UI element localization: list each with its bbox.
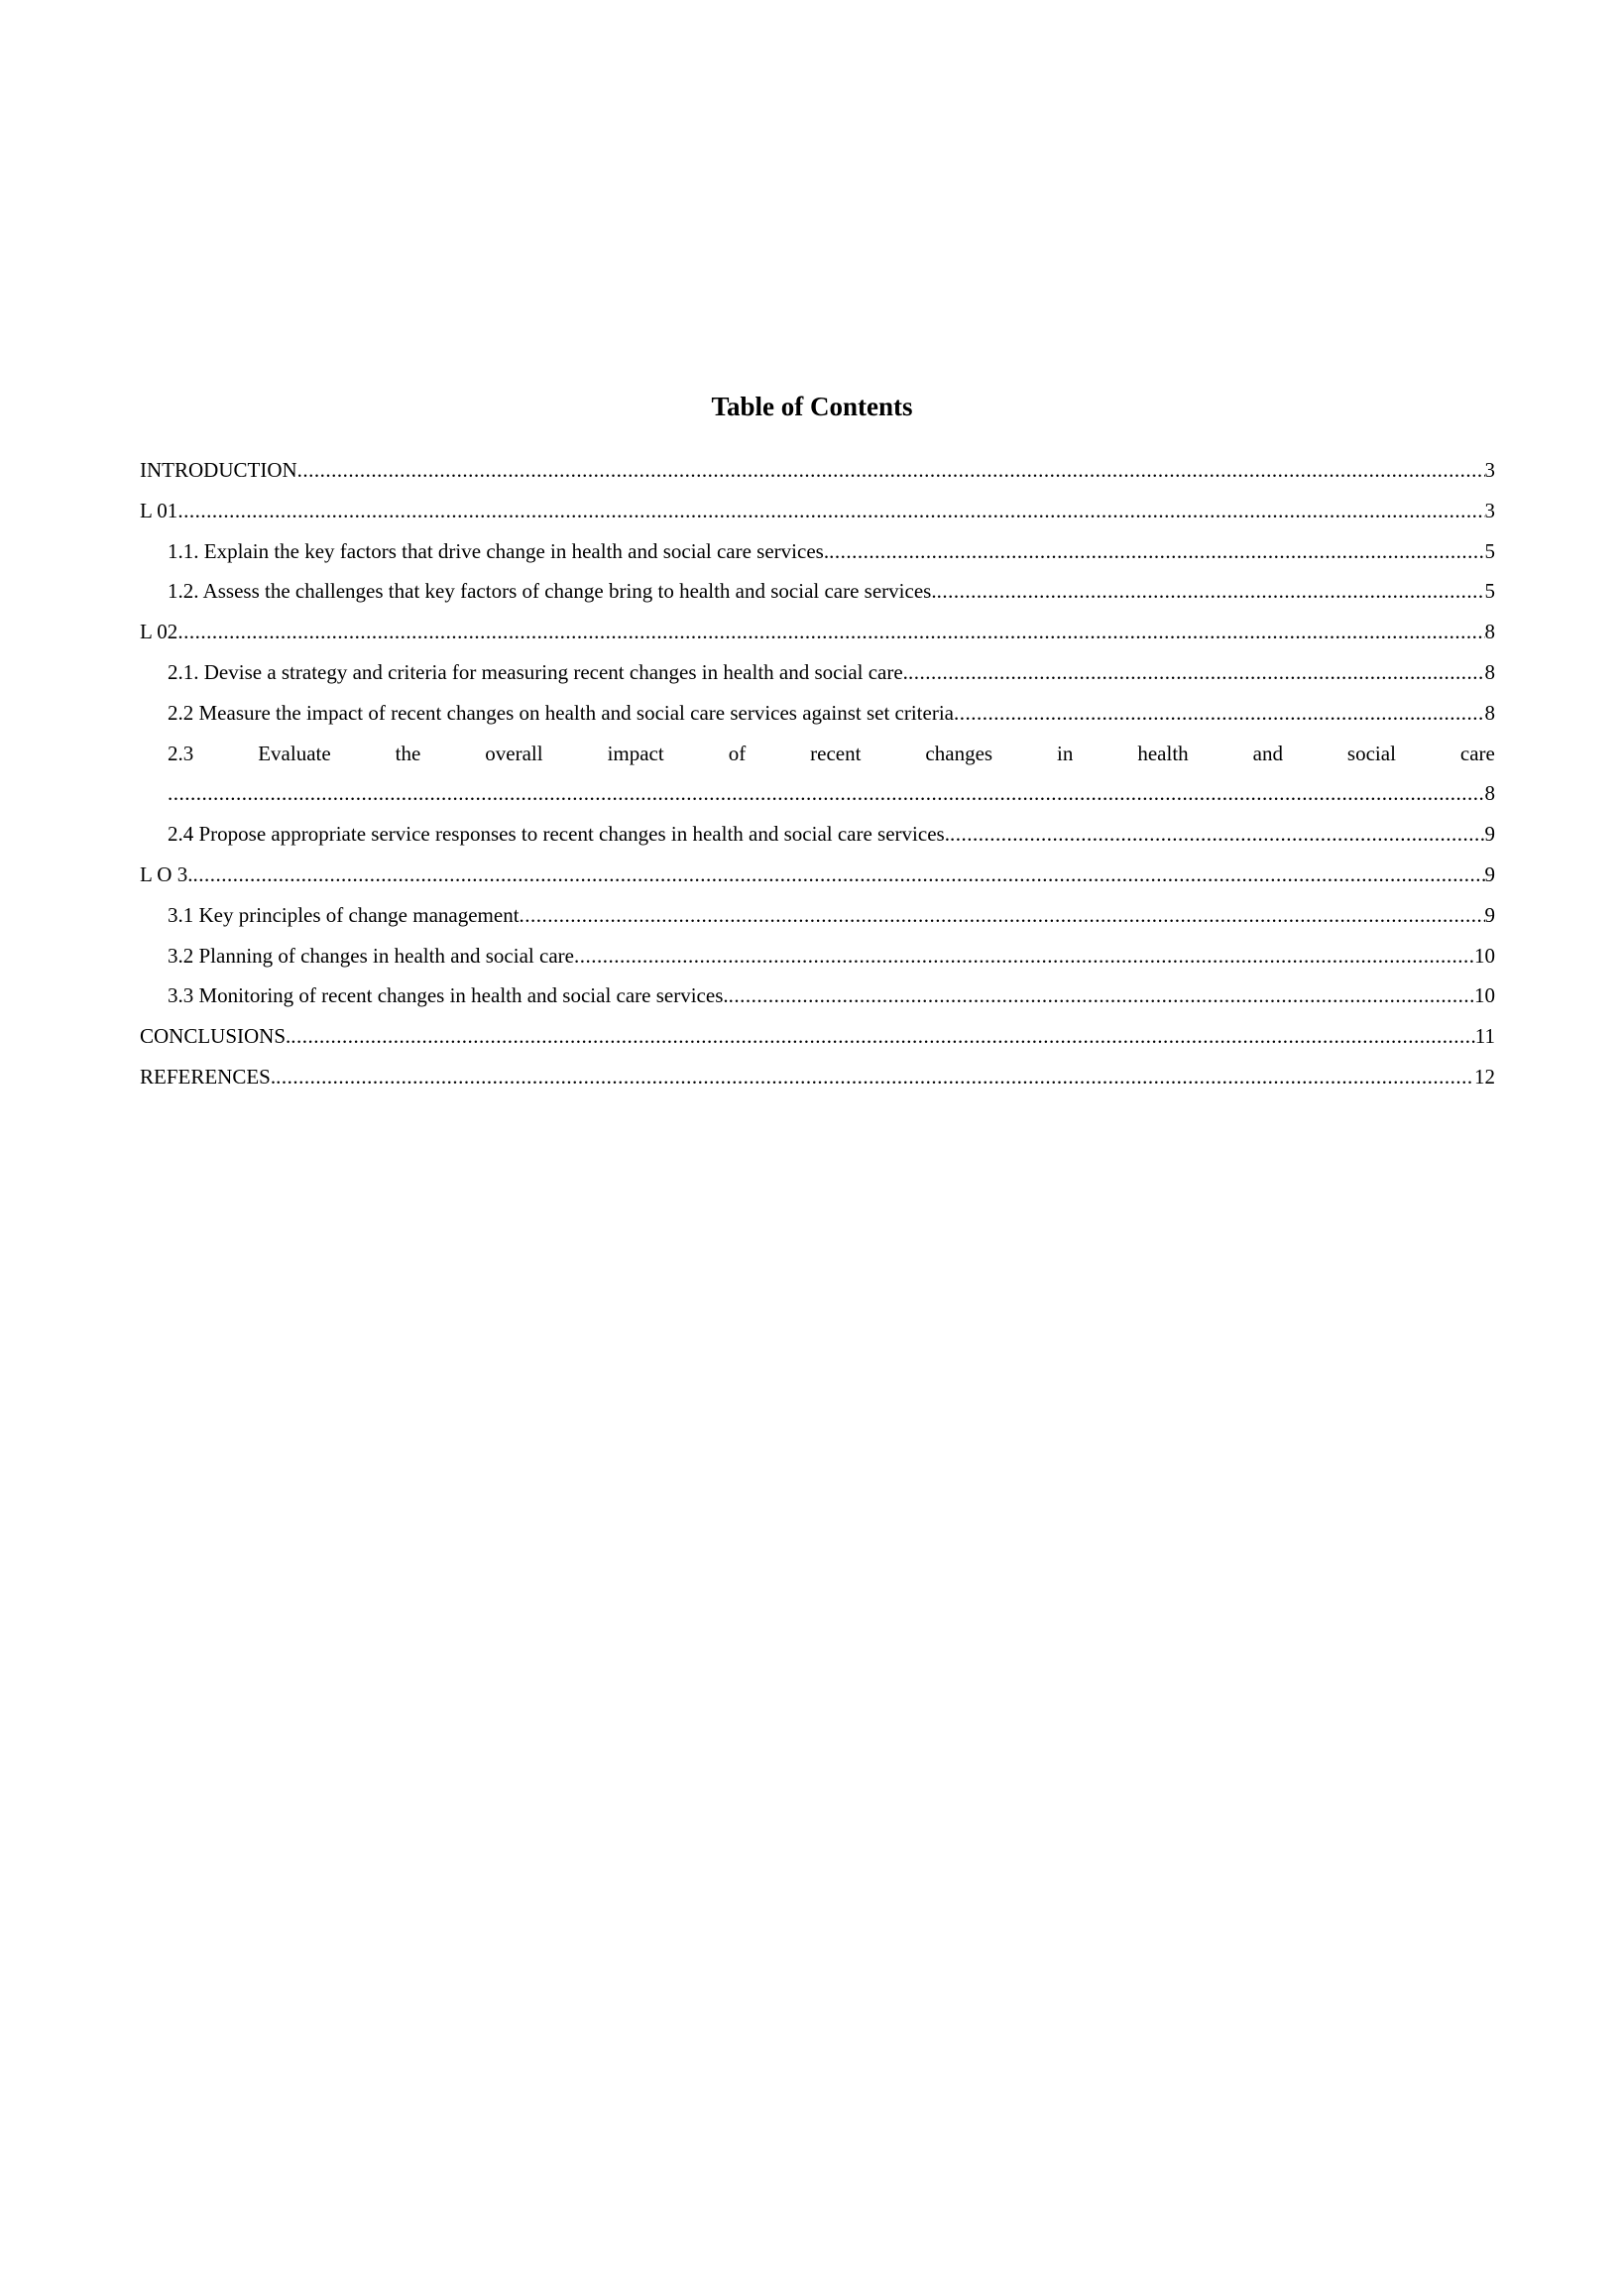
toc-entry-1-2[interactable] [140, 571, 1495, 612]
toc-entry-word: changes [925, 741, 993, 765]
toc-entry-word: of [728, 741, 747, 765]
toc-leader-dots [520, 895, 1485, 936]
toc-entry-text: REFERENCES. [140, 1064, 277, 1089]
toc-page-number: 8 [1484, 620, 1495, 644]
toc-entry-text: 2.4 Propose appropriate service responses to recent changes in health and social care services. [168, 822, 950, 847]
toc-leader-dots [290, 1016, 1474, 1057]
toc-entry-word: and [1252, 741, 1283, 765]
toc-entry-word: health [1137, 741, 1189, 765]
toc-entry-text: 3.2 Planning of changes in health and social care [168, 943, 574, 968]
toc-page-number: 3 [1484, 458, 1495, 482]
toc-entry-lo3[interactable] [140, 855, 1495, 895]
toc-page-number: 8 [1484, 781, 1495, 806]
toc-entry-word: 2.3 [168, 741, 194, 765]
toc-page-number: 9 [1484, 822, 1495, 847]
toc-leader-dots [574, 936, 1474, 976]
toc-leader-dots [954, 693, 1485, 734]
toc-entry-references[interactable] [140, 1057, 1495, 1097]
toc-leader-dots [950, 814, 1485, 855]
toc-entry-lo2[interactable] [140, 612, 1495, 652]
toc-page-number: 8 [1484, 700, 1495, 725]
toc-leader-dots [177, 612, 1484, 652]
toc-leader-dots [829, 531, 1484, 572]
toc-entry-introduction[interactable] [140, 450, 1495, 491]
toc-page-number: 10 [1474, 943, 1495, 968]
toc-entry-text: 1.1. Explain the key factors that drive change in health and social care services. [168, 538, 830, 563]
toc-entry-text: 2.1. Devise a strategy and criteria for measuring recent changes in health and social care. [168, 659, 908, 684]
toc-page-number: 8 [1484, 659, 1495, 684]
toc-page-number: 12 [1474, 1064, 1495, 1089]
toc-entry-text: 2.2 Measure the impact of recent changes on health and social care services against set criteria [168, 700, 954, 725]
toc-entry-text: 3.3 Monitoring of recent changes in health and social care services. [168, 983, 729, 1008]
toc-entry-2-2[interactable] [140, 693, 1495, 734]
toc-entry-lo1[interactable] [140, 491, 1495, 531]
toc-leader-dots [908, 652, 1485, 693]
toc-entry-word: in [1057, 741, 1074, 765]
toc-entry-text: L 02 [140, 620, 178, 644]
toc-list [140, 450, 1495, 1097]
toc-entry-word: care [1459, 741, 1495, 765]
toc-entry-text: L O 3. [140, 861, 193, 886]
toc-title: Table of Contents [711, 392, 913, 421]
toc-page-number: 9 [1484, 902, 1495, 927]
toc-page-number: 5 [1484, 579, 1495, 604]
toc-leader-dots [297, 450, 1485, 491]
toc-entry-2-4[interactable] [140, 814, 1495, 855]
toc-leader-dots [729, 975, 1474, 1016]
toc-entry-word: impact [607, 741, 664, 765]
toc-entry-text: 3.1 Key principles of change management [168, 902, 520, 927]
toc-entry-2-3-continuation[interactable] [140, 773, 1495, 814]
toc-leader-dots [192, 855, 1484, 895]
toc-entry-conclusions[interactable] [140, 1016, 1495, 1057]
toc-page-number: 10 [1474, 983, 1495, 1008]
toc-leader-dots [168, 773, 1485, 814]
toc-entry-text: INTRODUCTION [140, 458, 297, 482]
toc-entry-text: L 01 [140, 498, 178, 522]
toc-entry-word: recent [810, 741, 862, 765]
toc-entry-2-1[interactable] [140, 652, 1495, 693]
toc-page-number: 5 [1484, 538, 1495, 563]
toc-leader-dots [276, 1057, 1474, 1097]
toc-page-number: 9 [1484, 861, 1495, 886]
toc-page-number: 3 [1484, 498, 1495, 522]
toc-entry-2-3[interactable] [140, 734, 1495, 774]
toc-entry-word: overall [485, 741, 543, 765]
toc-leader-dots [177, 491, 1484, 531]
toc-entry-word: the [395, 741, 421, 765]
toc-entry-text: CONCLUSIONS. [140, 1024, 291, 1049]
toc-leader-dots [937, 571, 1485, 612]
toc-page-number: 11 [1474, 1024, 1495, 1049]
toc-entry-3-1[interactable] [140, 895, 1495, 936]
toc-entry-word: Evaluate [258, 741, 331, 765]
toc-entry-text: 1.2. Assess the challenges that key factors of change bring to health and social care services. [168, 579, 937, 604]
toc-entry-3-3[interactable] [140, 975, 1495, 1016]
toc-entry-word: social [1346, 741, 1396, 765]
toc-entry-1-1[interactable] [140, 531, 1495, 572]
toc-entry-3-2[interactable] [140, 936, 1495, 976]
